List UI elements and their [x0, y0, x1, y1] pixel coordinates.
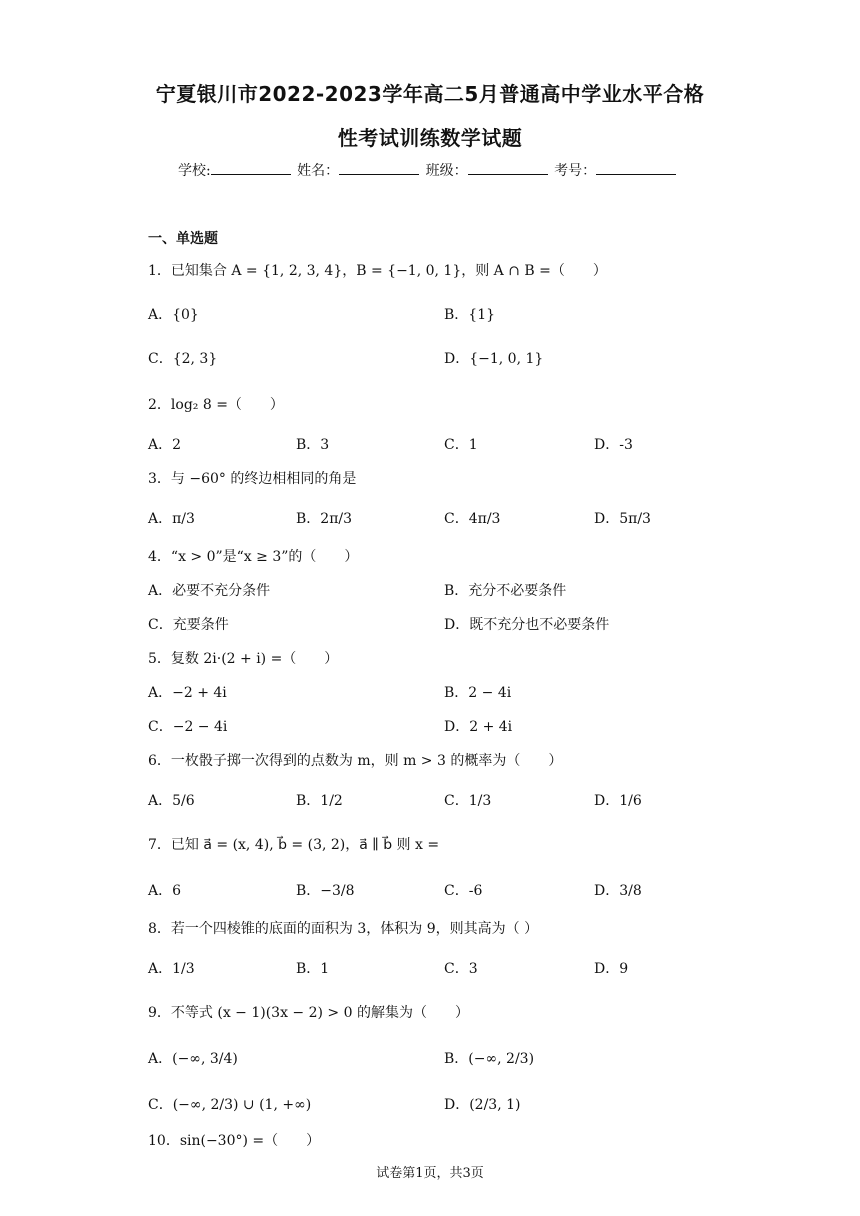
q6-option-c: C．1/3 [444, 793, 492, 809]
q3-option-d: D．5π/3 [594, 511, 651, 527]
q7-option-d: D．3/8 [594, 883, 642, 899]
class-blank[interactable] [468, 160, 548, 175]
q8-option-a: A．1/3 [148, 961, 195, 977]
q9-option-d: D．(2/3, 1) [444, 1097, 521, 1113]
q1-option-a: A．{0} [148, 307, 199, 323]
q6-option-a: A．5/6 [148, 793, 195, 809]
q5-option-d: D．2 + 4i [444, 719, 513, 735]
question-3-stem: 3．与 −60° 的终边相相同的角是 [148, 471, 357, 487]
q1-option-b: B．{1} [444, 307, 496, 323]
question-10-stem: 10．sin(−30°) =（ ） [148, 1133, 321, 1149]
q5-option-c: C．−2 − 4i [148, 719, 228, 735]
q1-option-d: D．{−1, 0, 1} [444, 351, 544, 367]
q3-option-a: A．π/3 [148, 511, 195, 527]
question-1-stem: 1．已知集合 A = {1, 2, 3, 4}，B = {−1, 0, 1}，则 A ∩ B =（ ） [148, 263, 607, 279]
question-7-stem: 7．已知 a⃗ = (x, 4), b⃗ = (3, 2)，a⃗ ∥ b⃗ 则 x = [148, 837, 440, 853]
q4-option-a: A．必要不充分条件 [148, 583, 271, 599]
page-footer: 试卷第1页，共3页 [376, 1166, 484, 1181]
title-line-1: 宁夏银川市2022-2023学年高二5月普通高中学业水平合格 [155, 82, 705, 106]
question-2-stem: 2．log₂ 8 =（ ） [148, 397, 284, 413]
q4-option-d: D．既不充分也不必要条件 [444, 617, 610, 633]
q4-option-b: B．充分不必要条件 [444, 583, 567, 599]
q3-option-b: B．2π/3 [296, 511, 353, 527]
q4-option-c: C．充要条件 [148, 617, 229, 633]
class-label: 班级： [425, 163, 468, 179]
q7-option-c: C．-6 [444, 883, 483, 899]
q9-option-b: B．(−∞, 2/3) [444, 1051, 535, 1067]
q2-option-d: D．-3 [594, 437, 633, 453]
q2-option-c: C．1 [444, 437, 478, 453]
question-6-stem: 6．一枚骰子掷一次得到的点数为 m，则 m > 3 的概率为（ ） [148, 753, 563, 769]
question-9-stem: 9．不等式 (x − 1)(3x − 2) > 0 的解集为（ ） [148, 1005, 469, 1021]
q8-option-c: C．3 [444, 961, 478, 977]
q7-option-b: B．−3/8 [296, 883, 355, 899]
q2-option-b: B．3 [296, 437, 330, 453]
school-label: 学校: [178, 163, 211, 179]
q5-option-b: B．2 − 4i [444, 685, 512, 701]
q9-option-a: A．(−∞, 3/4) [148, 1051, 238, 1067]
section-title: 一、单选题 [148, 231, 218, 247]
q6-option-d: D．1/6 [594, 793, 642, 809]
q6-option-b: B．1/2 [296, 793, 343, 809]
q5-option-a: A．−2 + 4i [148, 685, 227, 701]
name-label: 姓名： [297, 163, 340, 179]
student-info-fields [178, 160, 678, 180]
q2-option-a: A．2 [148, 437, 182, 453]
exam-no-blank[interactable] [596, 160, 676, 175]
question-8-stem: 8．若一个四棱锥的底面的面积为 3，体积为 9，则其高为（ ） [148, 921, 539, 937]
q1-option-c: C．{2, 3} [148, 351, 218, 367]
exam-no-label: 考号： [554, 163, 597, 179]
name-blank[interactable] [339, 160, 419, 175]
q7-option-a: A．6 [148, 883, 182, 899]
school-blank[interactable] [211, 160, 291, 175]
q8-option-b: B．1 [296, 961, 330, 977]
q3-option-c: C．4π/3 [444, 511, 501, 527]
q9-option-c: C．(−∞, 2/3) ∪ (1, +∞) [148, 1097, 312, 1113]
title-line-2: 性考试训练数学试题 [337, 126, 523, 150]
q8-option-d: D．9 [594, 961, 629, 977]
question-5-stem: 5．复数 2i·(2 + i) =（ ） [148, 651, 339, 667]
question-4-stem: 4．“x > 0”是“x ≥ 3”的（ ） [148, 549, 359, 565]
